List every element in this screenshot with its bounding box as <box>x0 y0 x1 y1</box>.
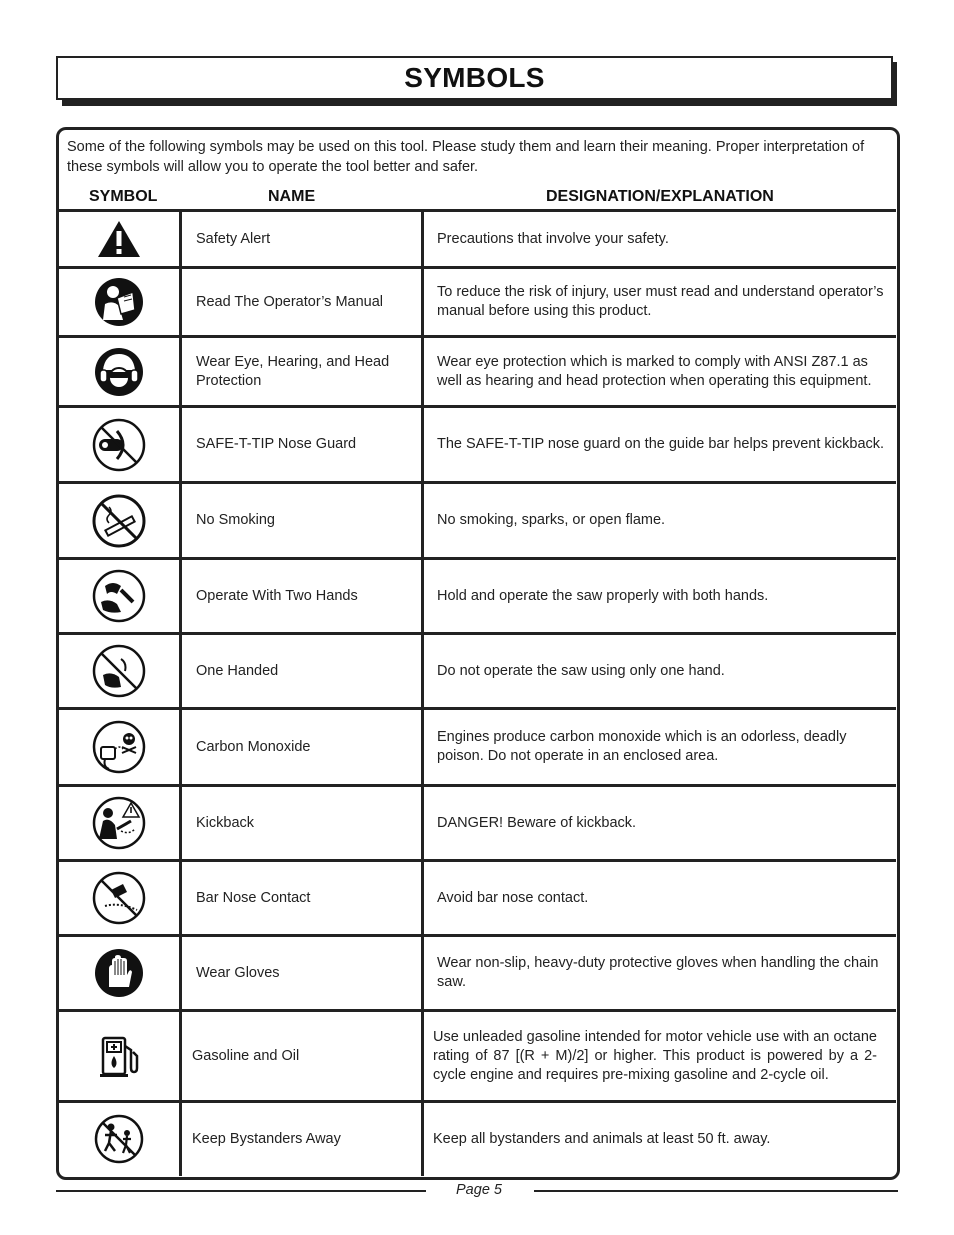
symbol-description: Keep all bystanders and animals at least 50 ft. away. <box>433 1130 771 1147</box>
symbol-description: DANGER! Beware of kickback. <box>437 814 637 831</box>
title-box <box>56 56 893 100</box>
symbol-description: To reduce the risk of injury, user must read and understand operator’s manual before using this product. <box>437 284 884 319</box>
symbol-cell <box>59 212 179 266</box>
nose-guard-icon <box>91 417 147 473</box>
symbol-description: Precautions that involve your safety. <box>437 230 669 247</box>
bar-nose-contact-icon <box>91 870 147 926</box>
title-banner <box>56 56 893 100</box>
header-symbol: SYMBOL <box>89 188 158 205</box>
header-name: NAME <box>268 188 316 205</box>
symbol-cell <box>59 787 179 859</box>
symbol-name: Operate With Two Hands <box>196 587 358 604</box>
symbol-description: Wear non-slip, heavy-duty protective gloves when handling the chain saw. <box>437 955 879 990</box>
no-one-hand-icon <box>91 643 147 699</box>
footer-rule-right <box>534 1190 898 1192</box>
footer-rule-left <box>56 1190 426 1192</box>
gloves-icon <box>93 947 145 999</box>
symbol-name: No Smoking <box>196 512 275 528</box>
symbol-cell <box>59 1103 179 1175</box>
symbol-description: Avoid bar nose contact. <box>437 889 589 906</box>
symbol-cell <box>59 269 179 335</box>
symbol-name: Read The Operator’s Manual <box>196 293 383 310</box>
symbol-name: Wear Gloves <box>196 964 280 981</box>
symbol-cell <box>59 937 179 1009</box>
two-hands-icon <box>91 568 147 624</box>
carbon-monoxide-icon <box>91 719 147 775</box>
symbol-cell <box>59 560 179 632</box>
read-manual-icon <box>93 276 145 328</box>
eye-hearing-head-protection-icon <box>93 346 145 398</box>
symbol-description: Engines produce carbon monoxide which is an odorless, deadly poison. Do not operate in an enclosed area. <box>437 729 847 764</box>
symbol-name: Safety Alert <box>196 230 271 247</box>
header-explanation: DESIGNATION/EXPLANATION <box>546 188 774 205</box>
symbol-name: Kickback <box>196 814 255 831</box>
symbol-description: No smoking, sparks, or open flame. <box>437 512 666 528</box>
symbol-description: The SAFE-T-TIP nose guard on the guide bar helps prevent kickback. <box>437 436 885 452</box>
symbol-cell <box>59 862 179 934</box>
symbol-cell <box>59 338 179 405</box>
symbol-cell <box>59 635 179 707</box>
symbol-cell <box>59 710 179 784</box>
kickback-icon <box>91 795 147 851</box>
fuel-pump-icon <box>95 1032 143 1080</box>
symbol-name: Gasoline and Oil <box>192 1047 300 1064</box>
page-number: Page 5 <box>456 1182 502 1198</box>
column-divider <box>421 209 424 1176</box>
no-smoking-icon <box>91 493 147 549</box>
symbol-cell <box>59 1012 179 1100</box>
symbol-name: SAFE-T-TIP Nose Guard <box>196 436 357 452</box>
symbol-description: Wear eye protection which is marked to comply with ANSI Z87.1 as well as hearing and head protection when operating this equipment. <box>437 353 872 389</box>
symbol-name: Wear Eye, Hearing, and Head Protection <box>196 353 390 389</box>
symbol-name: Carbon Monoxide <box>196 738 311 755</box>
symbol-name: One Handed <box>196 662 279 679</box>
symbol-name: Keep Bystanders Away <box>192 1130 341 1147</box>
safety-alert-icon <box>96 219 142 259</box>
page-title: SYMBOLS <box>404 62 545 93</box>
symbol-name: Bar Nose Contact <box>196 889 311 906</box>
keep-bystanders-away-icon <box>93 1113 145 1165</box>
symbol-description: Use unleaded gasoline intended for motor vehicle use with an octane rating of 87 [(R + M)/2] or higher. This product is powered by a 2-cycle engine and requires pre-mixing gasoline and 2-cycle oil. <box>433 1028 877 1083</box>
symbol-cell <box>59 408 179 481</box>
symbol-cell <box>59 484 179 557</box>
column-divider <box>179 209 182 1176</box>
symbol-description: Do not operate the saw using only one hand. <box>437 662 725 679</box>
intro-text: Some of the following symbols may be used on this tool. Please study them and learn their meaning. Proper interpretation of these symbols will allow you to operate the tool better and safer. <box>67 139 865 175</box>
symbol-description: Hold and operate the saw properly with both hands. <box>437 587 769 604</box>
